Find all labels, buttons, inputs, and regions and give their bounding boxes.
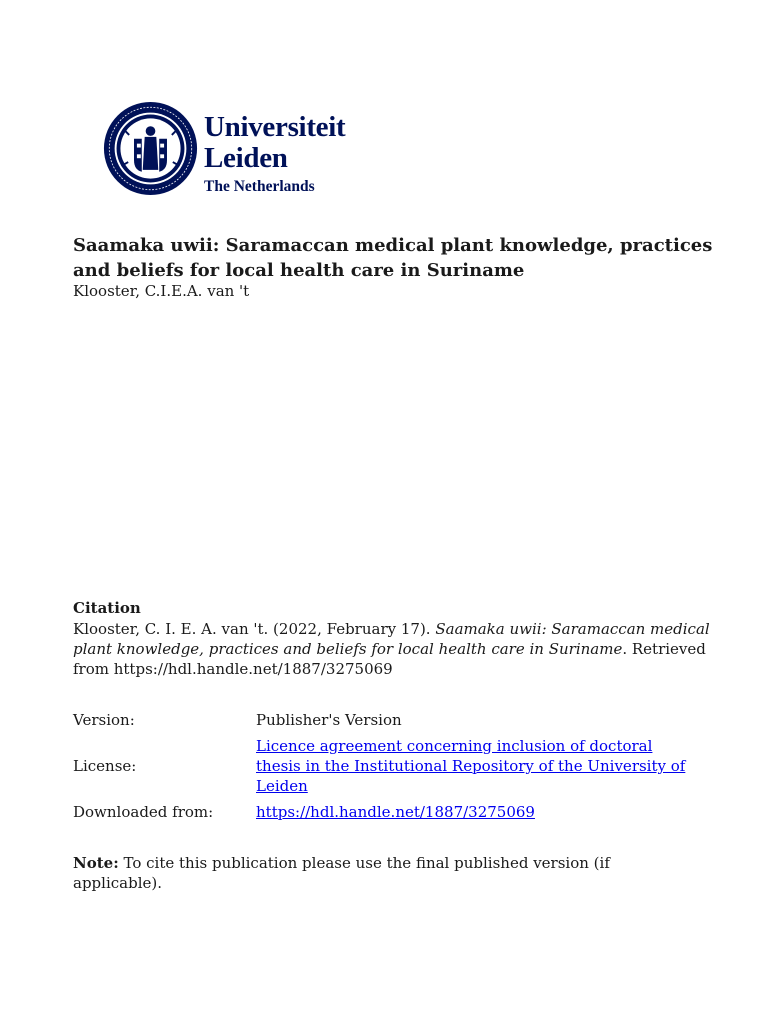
university-wordmark: [204, 112, 345, 200]
university-logo: [102, 100, 362, 200]
downloaded-label: Downloaded from:: [73, 803, 214, 821]
version-value: Publisher's Version: [256, 711, 402, 729]
citation-prefix: Klooster, C. I. E. A. van 't. (2022, February 17).: [73, 620, 436, 638]
publication-author: Klooster, C.I.E.A. van 't: [73, 282, 250, 300]
downloaded-link[interactable]: https://hdl.handle.net/1887/3275069: [256, 803, 535, 821]
license-label: License:: [73, 757, 137, 775]
wordmark-line-2: Leiden: [204, 142, 288, 174]
note-text: To cite this publication please use the final published version (if applicable).: [73, 854, 610, 892]
note-label: Note:: [73, 854, 119, 872]
citation-italic-title: Saamaka uwii: Saramaccan medical plant knowledge, practices and beliefs for local health care in Suriname: [73, 620, 710, 658]
citation-suffix: . Retrieved from https://hdl.handle.net/1887/3275069: [73, 640, 706, 678]
license-value: [256, 736, 701, 796]
citation-text: [73, 619, 713, 679]
note: [73, 853, 693, 893]
wordmark-line-1: Universiteit: [204, 111, 346, 143]
license-link[interactable]: Licence agreement concerning inclusion of doctoral thesis in the Institutional Repository of the University of Leiden: [256, 737, 686, 795]
publication-title: Saamaka uwii: Saramaccan medical plant knowledge, practices and beliefs for local health care in Suriname: [73, 235, 713, 281]
version-label: Version:: [73, 711, 135, 729]
leiden-seal-icon: [102, 100, 199, 197]
citation-heading: Citation: [73, 599, 141, 617]
wordmark-line-3: The Netherlands: [204, 178, 315, 195]
downloaded-value: [256, 802, 701, 822]
